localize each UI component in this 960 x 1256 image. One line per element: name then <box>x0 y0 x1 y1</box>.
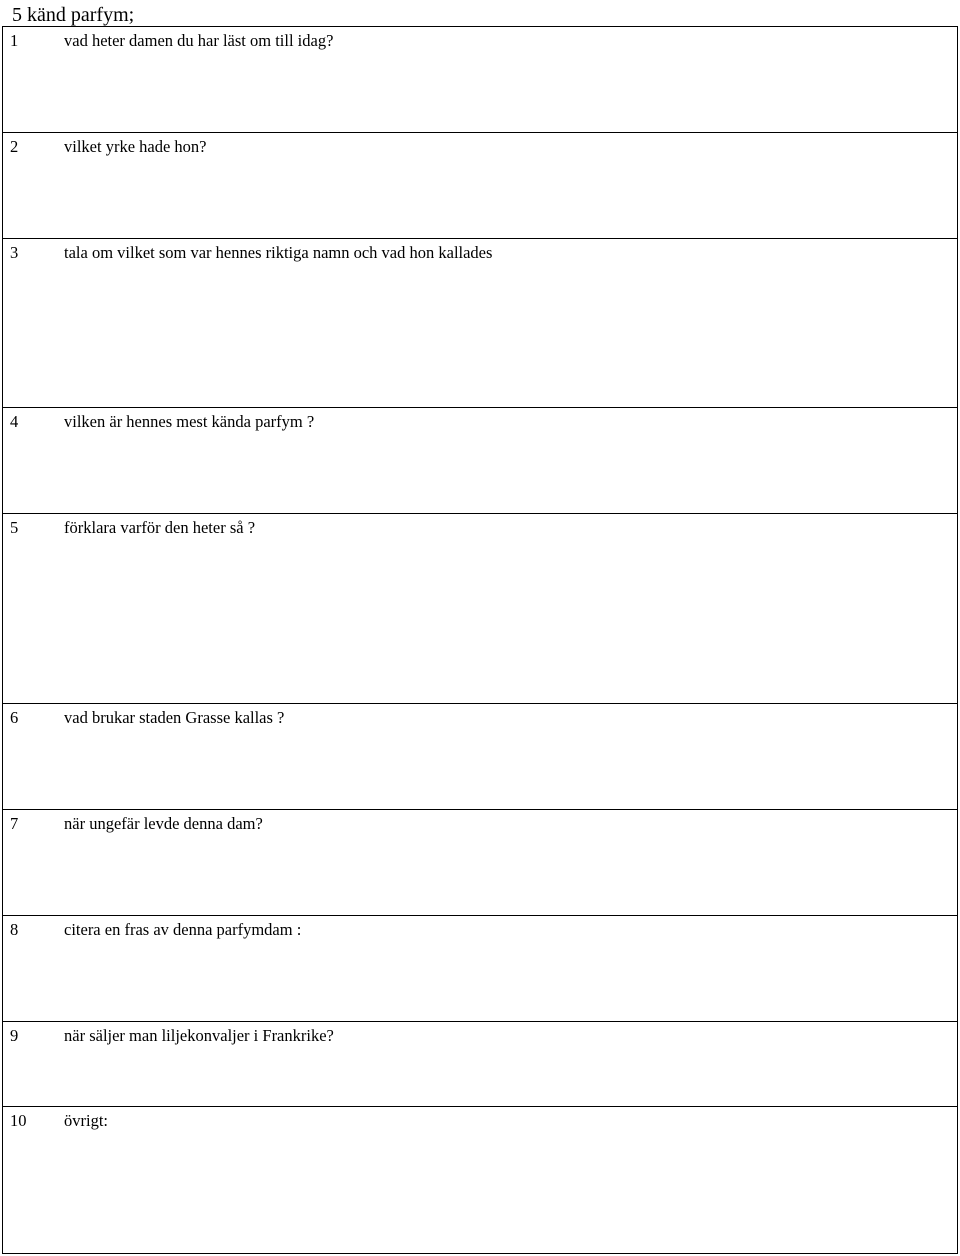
question-row-5 <box>3 514 957 704</box>
question-row-6 <box>3 704 957 810</box>
question-row-10 <box>3 1107 957 1253</box>
question-number: 8 <box>10 920 19 939</box>
question-row-7 <box>3 810 957 916</box>
answer-area-5[interactable] <box>3 542 957 703</box>
question-text: förklara varför den heter så ? <box>64 518 256 537</box>
question-row-9 <box>3 1022 957 1107</box>
question-number: 1 <box>10 31 19 50</box>
question-text: övrigt: <box>64 1111 108 1130</box>
answer-area-3[interactable] <box>3 267 957 407</box>
answer-area-7[interactable] <box>3 838 957 915</box>
question-text: vilken är hennes mest kända parfym ? <box>64 412 315 431</box>
question-text: när säljer man liljekonvaljer i Frankrike? <box>64 1026 334 1045</box>
question-row-3 <box>3 239 957 408</box>
question-number: 3 <box>10 243 19 262</box>
question-number: 5 <box>10 518 19 537</box>
page-title: 5 känd parfym; <box>12 4 135 26</box>
question-row-4 <box>3 408 957 514</box>
answer-area-2[interactable] <box>3 161 957 238</box>
answer-area-9[interactable] <box>3 1050 957 1106</box>
answer-area-4[interactable] <box>3 436 957 513</box>
question-row-1 <box>3 27 957 133</box>
question-text: när ungefär levde denna dam? <box>64 814 263 833</box>
answer-area-8[interactable] <box>3 944 957 1021</box>
question-table <box>2 26 958 1254</box>
question-number: 7 <box>10 814 19 833</box>
answer-area-10[interactable] <box>3 1135 957 1253</box>
question-row-2 <box>3 133 957 239</box>
question-number: 9 <box>10 1026 19 1045</box>
question-number: 4 <box>10 412 19 431</box>
question-text: citera en fras av denna parfymdam : <box>64 920 302 939</box>
answer-area-6[interactable] <box>3 732 957 809</box>
question-number: 6 <box>10 708 19 727</box>
question-number: 10 <box>10 1111 27 1130</box>
question-number: 2 <box>10 137 19 156</box>
question-text: vilket yrke hade hon? <box>64 137 207 156</box>
question-text: vad brukar staden Grasse kallas ? <box>64 708 285 727</box>
question-text: tala om vilket som var hennes riktiga namn och vad hon kallades <box>64 243 493 262</box>
question-row-8 <box>3 916 957 1022</box>
question-text: vad heter damen du har läst om till idag? <box>64 31 334 50</box>
answer-area-1[interactable] <box>3 55 957 132</box>
